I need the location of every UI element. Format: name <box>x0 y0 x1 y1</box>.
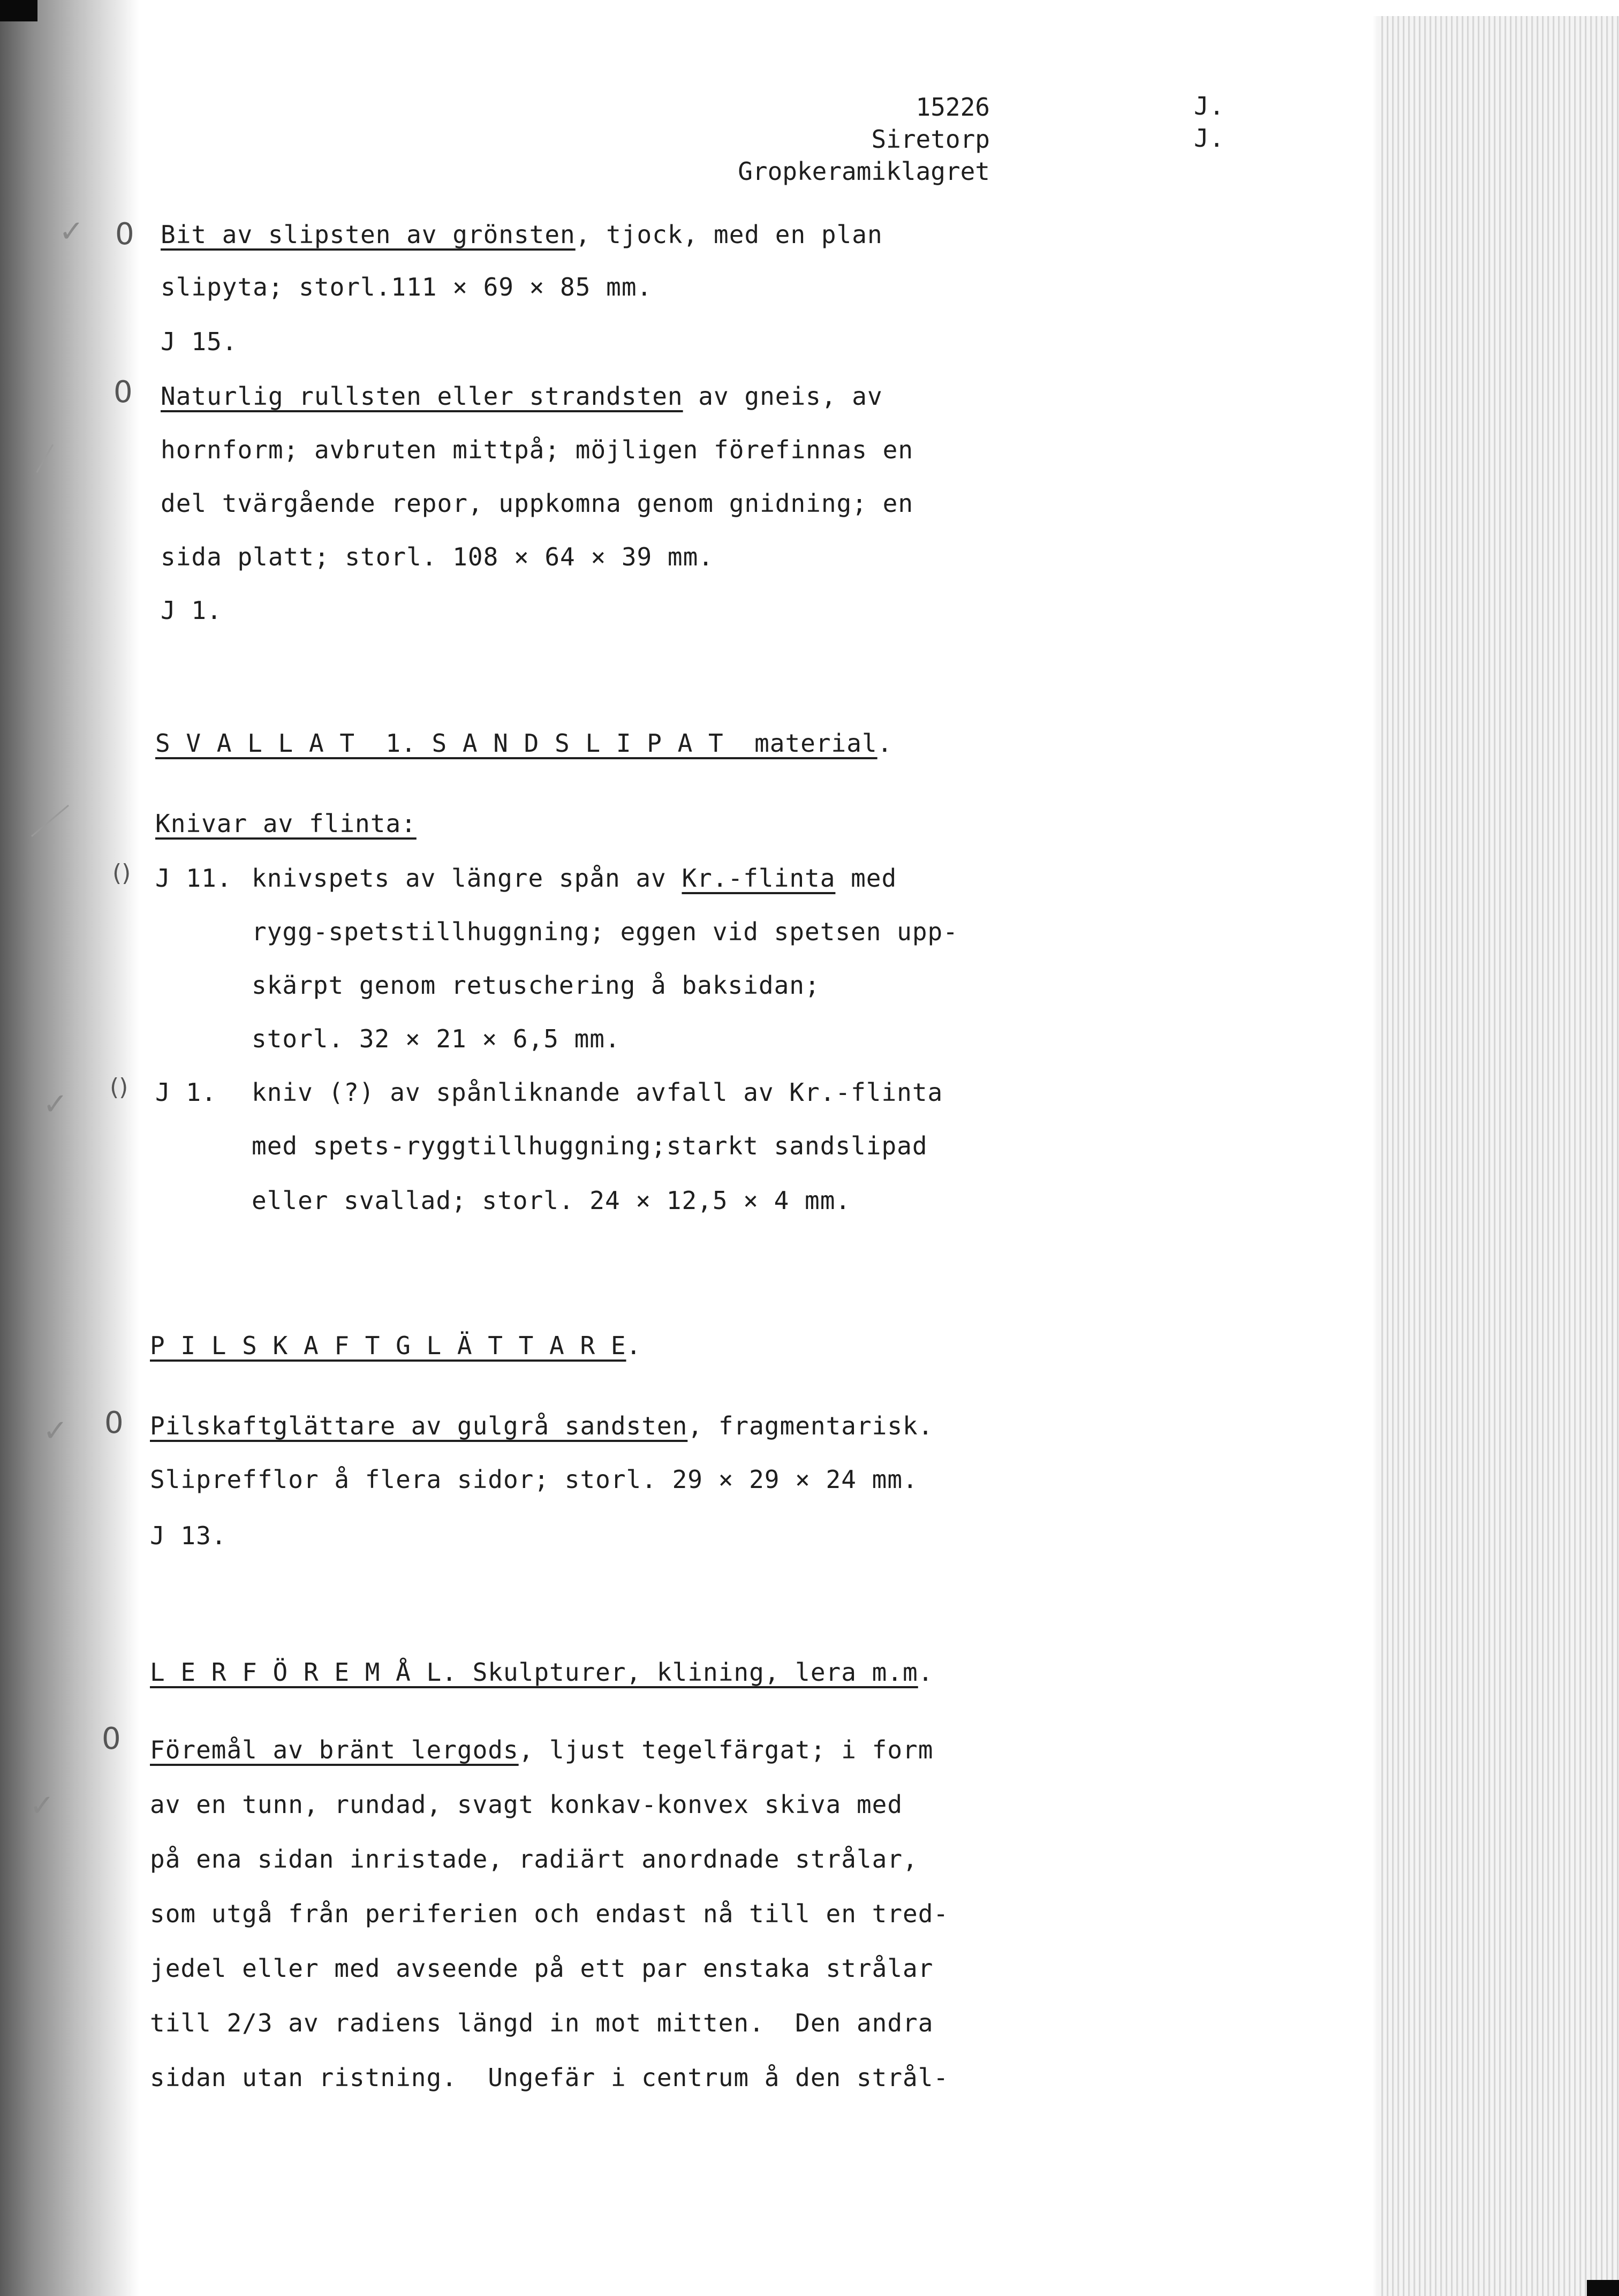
entry-pilskaft-line-1: Pilskaftglättare av gulgrå sandsten, fragmentarisk. <box>150 1411 934 1440</box>
margin-circle-mark: () <box>112 859 131 887</box>
header-suffix-2: J. <box>1194 124 1225 153</box>
entry-slipsten-line-1: Bit av slipsten av grönsten, tjock, med en plan <box>161 220 883 249</box>
entry-slipsten-ref: J 15. <box>161 327 238 356</box>
entry-pilskaft-line-2: Sliprefflor å flera sidor; storl. 29 × 29 × 24 mm. <box>150 1465 918 1494</box>
entry-foremal-line-1: Föremål av bränt lergods, ljust tegelfärgat; i form <box>150 1735 934 1764</box>
entry-foremal-line-3: på ena sidan inristade, radiärt anordnade strålar, <box>150 1845 918 1874</box>
entry-rullsten-line-1: Naturlig rullsten eller strandsten av gneis, av <box>161 382 883 411</box>
margin-check-icon: ✓ <box>59 214 84 249</box>
entry-rullsten-line-2: hornform; avbruten mittpå; möjligen förefinnas en <box>161 435 914 464</box>
entry-kniv-1-line-1: knivspets av längre spån av Kr.-flinta med <box>252 864 897 893</box>
entry-title: Naturlig rullsten eller strandsten <box>161 382 683 411</box>
margin-pencil-stroke <box>31 805 69 837</box>
header-layer: Gropkeramiklagret <box>738 157 990 186</box>
entry-rullsten-line-4: sida platt; storl. 108 × 64 × 39 mm. <box>161 542 714 571</box>
entry-foremal-line-5: jedel eller med avseende på ett par enstaka strålar <box>150 1954 934 1983</box>
entry-kniv-1-line-4: storl. 32 × 21 × 6,5 mm. <box>252 1024 621 1053</box>
entry-foremal-line-4: som utgå från periferien och endast nå till en tred- <box>150 1899 949 1928</box>
section-heading-pilskaft: P I L S K A F T G L Ä T T A R E. <box>150 1331 642 1360</box>
entry-kniv-1-line-3: skärpt genom retuschering å baksidan; <box>252 971 820 1000</box>
margin-pencil-stroke <box>36 444 54 473</box>
entry-foremal-line-7: sidan utan ristning. Ungefär i centrum å den strål- <box>150 2063 949 2092</box>
entry-kniv-2-line-2: med spets-ryggtillhuggning;starkt sandslipad <box>252 1131 928 1160</box>
margin-circle-mark: 0 <box>115 217 134 252</box>
subheading-knivar: Knivar av flinta: <box>155 809 417 838</box>
entry-kniv-1-ref: J 11. <box>155 864 232 893</box>
margin-circle-mark: 0 <box>104 1406 124 1440</box>
margin-check-icon: ✓ <box>43 1087 68 1122</box>
entry-kniv-2-line-1: kniv (?) av spånliknande avfall av Kr.-flinta <box>252 1078 943 1107</box>
entry-kniv-1-line-2: rygg-spetstillhuggning; eggen vid spetsen upp- <box>252 917 958 946</box>
scan-corner-bottom <box>1587 2280 1619 2296</box>
entry-kniv-2-line-3: eller svallad; storl. 24 × 12,5 × 4 mm. <box>252 1186 851 1215</box>
section-heading-svallat: S V A L L A T 1. S A N D S L I P A T material. <box>155 729 893 758</box>
section-heading-lerforemal: L E R F Ö R E M Å L. Skulpturer, klining, lera m.m. <box>150 1658 934 1687</box>
entry-slipsten-line-2: slipyta; storl.111 × 69 × 85 mm. <box>161 273 653 301</box>
page-header <box>738 91 990 187</box>
entry-rullsten-ref: J 1. <box>161 596 222 625</box>
header-site: Siretorp <box>871 125 990 154</box>
margin-circle-mark: 0 <box>114 375 133 410</box>
entry-title: Bit av slipsten av grönsten <box>161 220 576 249</box>
entry-title: Pilskaftglättare av gulgrå sandsten <box>150 1411 688 1440</box>
book-fore-edge <box>1378 16 1619 2296</box>
margin-check-icon: ✓ <box>29 1788 55 1823</box>
entry-foremal-line-2: av en tunn, rundad, svagt konkav-konvex skiva med <box>150 1790 903 1819</box>
entry-title: Föremål av bränt lergods <box>150 1735 519 1764</box>
entry-kniv-2-ref: J 1. <box>155 1078 217 1107</box>
entry-pilskaft-ref: J 13. <box>150 1521 227 1550</box>
entry-rullsten-line-3: del tvärgående repor, uppkomna genom gnidning; en <box>161 489 914 518</box>
header-suffix-1: J. <box>1194 92 1225 120</box>
margin-circle-mark: 0 <box>102 1721 121 1756</box>
margin-check-icon: ✓ <box>43 1414 68 1448</box>
margin-circle-mark: () <box>110 1074 128 1101</box>
header-catalog-no: 15226 <box>916 93 990 122</box>
entry-foremal-line-6: till 2/3 av radiens längd in mot mitten. Den andra <box>150 2008 934 2037</box>
